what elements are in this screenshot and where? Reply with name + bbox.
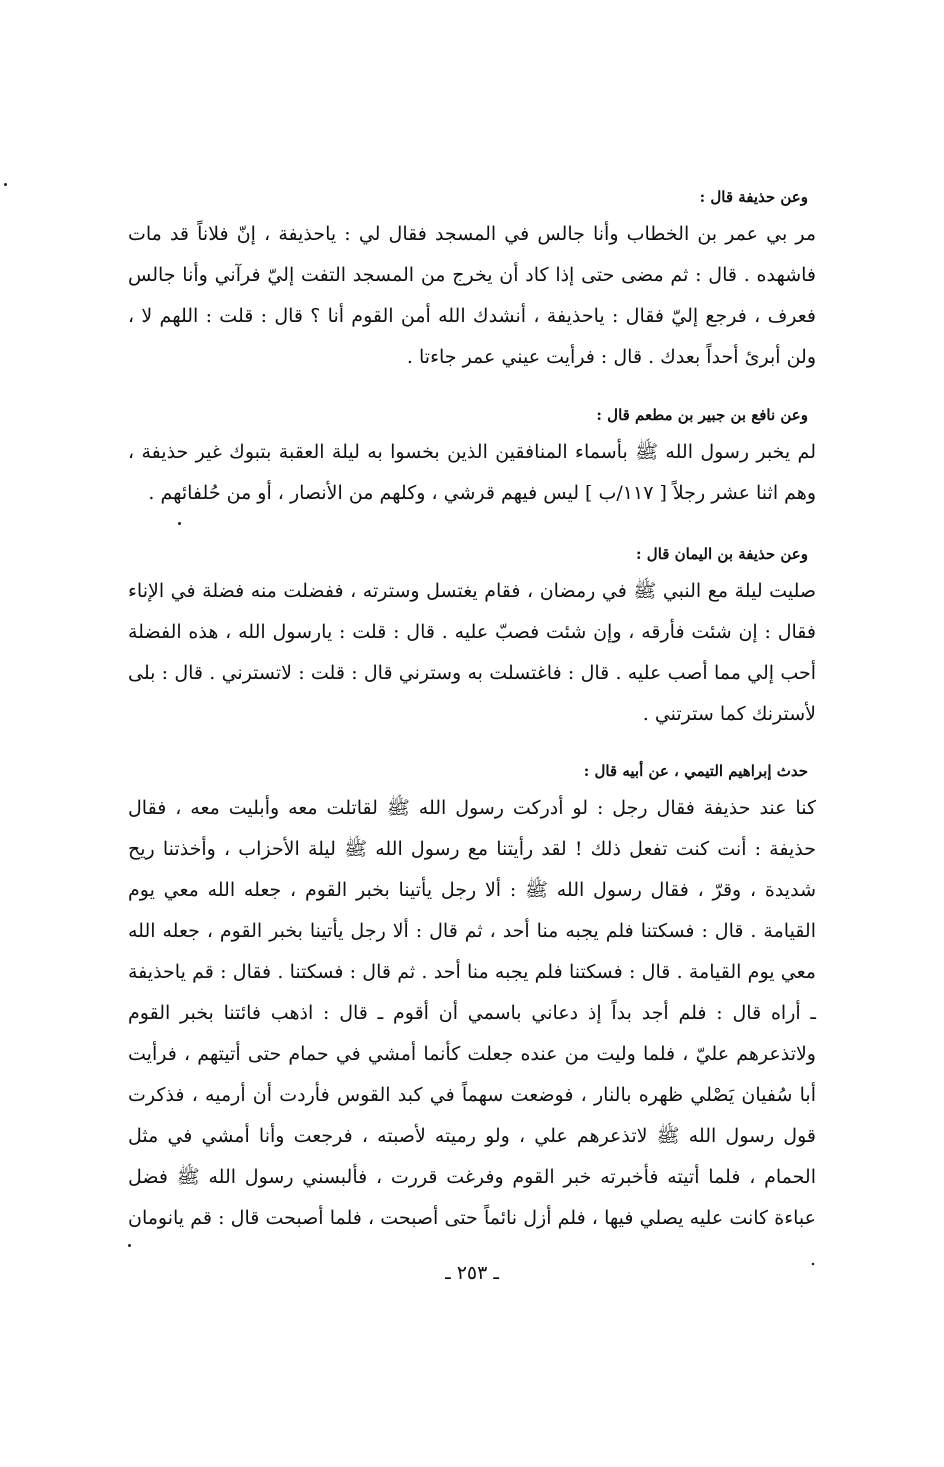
section-heading: وعن حذيفة قال : — [699, 188, 808, 206]
scan-speck — [4, 183, 7, 186]
scan-speck — [178, 522, 181, 525]
narration-section — [128, 186, 816, 378]
narration-section — [128, 760, 816, 1280]
section-body: صليت ليلة مع النبي ﷺ في رمضان ، فقام يغتسل وسترته ، ففضلت منه فضلة في الإناء فقال : إن شئت فأرقه ، وإن شئت فصبّ عليه . قال : قلت : يارسول الله ، هذه الفضلة أحب إلي مما أصب عليه . قال : فاغتسلت به وسترني قال : قلت : لاتسترني . قال : بلى لأسترنك كما سترتني . — [128, 580, 816, 725]
section-heading: وعن نافع بن جبير بن مطعم قال : — [596, 406, 808, 424]
section-body: لم يخبر رسول الله ﷺ بأسماء المنافقين الذين بخسوا به ليلة العقبة بتبوك غير حذيفة ، وهم اثنا عشر رجلاً [ ١١٧/ب ] ليس فيهم قرشي ، وكلهم من الأنصار ، أو من حُلفائهم . — [128, 441, 816, 504]
section-heading: حدث إبراهيم التيمي ، عن أبيه قال : — [583, 762, 808, 780]
section-body: كنا عند حذيفة فقال رجل : لو أدركت رسول الله ﷺ لقاتلت معه وأبليت معه ، فقال حذيفة : أنت كنت تفعل ذلك ! لقد رأيتنا مع رسول الله ﷺ ليلة الأحزاب ، وأخذتنا ريح شديدة ، وقرّ ، فقال رسول الله ﷺ : ألا رجل يأتينا بخبر القوم ، جعله الله معي يوم القيامة . قال : فسكتنا فلم يجبه منا أحد ، ثم قال : ألا رجل يأتينا بخبر القوم ، جعله الله معي يوم القيامة . قال : فسكتنا فلم يجبه منا أحد . ثم قال : فسكتنا . فقال : قم ياحذيفة ـ أراه قال : فلم أجد بداً إذ دعاني باسمي أن أقوم ـ قال : اذهب فائتنا بخبر القوم ولاتذعرهم عليّ ، فلما وليت من عنده جعلت كأنما أمشي في حمام حتى أتيتهم ، فرأيت أبا سُفيان يَصْلي ظهره بالنار ، فوضعت سهماً في كبد القوس فأردت أن أرميه ، فذكرت قول رسول الله ﷺ لاتذعرهم علي ، ولو رميته لأصبته ، فرجعت وأنا أمشي في مثل الحمام ، فلما أتيته فأخبرته خبر القوم وفرغت قررت ، فألبسني رسول الله ﷺ فضل عباءة كانت عليه يصلي فيها ، فلم أزل نائماً حتى أصبحت ، فلما أصبحت قال : قم يانومان . — [128, 797, 816, 1270]
narration-section — [128, 404, 816, 514]
section-body: مر بي عمر بن الخطاب وأنا جالس في المسجد فقال لي : ياحذيفة ، إنّ فلاناً قد مات فاشهده . قال : ثم مضى حتى إذا كاد أن يخرج من المسجد التفت إليّ فرآني وأنا جالس فعرف ، فرجع إليّ فقال : ياحذيفة ، أنشدك الله أمن القوم أنا ؟ قال : قلت : اللهم لا ، ولن أبرئ أحداً بعدك . قال : فرأيت عيني عمر جاءتا . — [128, 223, 816, 368]
narration-section — [128, 543, 816, 735]
page-number: ـ ٢٥٣ ـ — [445, 1262, 499, 1284]
section-heading: وعن حذيفة بن اليمان قال : — [636, 545, 808, 563]
